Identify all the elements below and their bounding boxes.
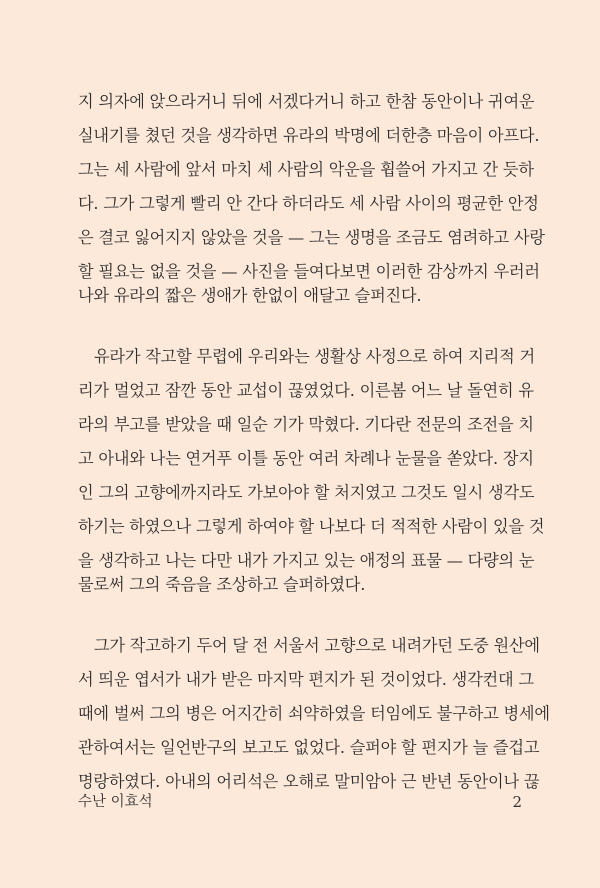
text-line: 하기는 하였으나 그렇게 하여야 할 나보다 더 적적한 사람이 있을 것 [78, 517, 545, 536]
text-line: 실내기를 쳤던 것을 생각하면 유라의 박명에 더한층 마음이 아프다. [78, 126, 540, 145]
text-line: 명랑하였다. 아내의 어리석은 오해로 말미암아 근 반년 동안이나 끊 [78, 772, 540, 791]
text-line: 인 그의 고향에까지라도 가보아야 할 처지였고 그것도 일시 생각도 [78, 483, 535, 502]
text-line: 할 필요는 없을 것을 — 사진을 들여다보면 이러한 감상까지 우러러 [78, 262, 540, 281]
footer-title: 수난 이효석 [78, 794, 153, 810]
text-line: 다. 그가 그렇게 빨리 안 간다 하더라도 세 사람 사이의 평균한 안정 [78, 194, 539, 213]
text-line: 고 아내와 나는 연거푸 이틀 동안 여러 차례나 눈물을 쏟았다. 장지 [78, 449, 534, 468]
text-line: 그가 작고하기 두어 달 전 서울서 고향으로 내려가던 도중 원산에 [78, 636, 540, 655]
text-line: 을 생각하고 나는 다만 내가 가지고 있는 애정의 표물 — 다량의 눈 [78, 551, 535, 570]
text-line: 때에 벌써 그의 병은 어지간히 쇠약하였을 터임에도 불구하고 병세에 [78, 704, 550, 723]
text-line: 리가 멀었고 잠깐 동안 교섭이 끊였었다. 이른봄 어느 날 돌연히 유 [78, 381, 534, 400]
text-line: 라의 부고를 받았을 때 일순 기가 막혔다. 기다란 전문의 조전을 치 [78, 415, 534, 434]
page-number: 2 [512, 793, 522, 811]
text-line: 물로써 그의 죽음을 조상하고 슬퍼하였다. [78, 575, 366, 594]
text-line: 그는 세 사람에 앞서 마치 세 사람의 악운을 휩쓸어 가지고 간 듯하 [78, 160, 534, 179]
text-line: 지 의자에 앉으라거니 뒤에 서겠다거니 하고 한참 동안이나 귀여운 [78, 92, 535, 111]
text-line: 관하여서는 일언반구의 보고도 없었다. 슬퍼야 할 편지가 늘 즐겁고 [78, 738, 540, 757]
text-line: 서 띄운 엽서가 내가 받은 마지막 편지가 된 것이었다. 생각컨대 그 [78, 670, 534, 689]
text-line: 유라가 작고할 무렵에 우리와는 생활상 사정으로 하여 지리적 거 [78, 347, 535, 366]
text-line: 나와 유라의 짧은 생애가 한없이 애달고 슬퍼진다. [78, 286, 422, 305]
text-line: 은 결코 잃어지지 않았을 것을 — 그는 생명을 조금도 염려하고 사랑 [78, 228, 545, 247]
